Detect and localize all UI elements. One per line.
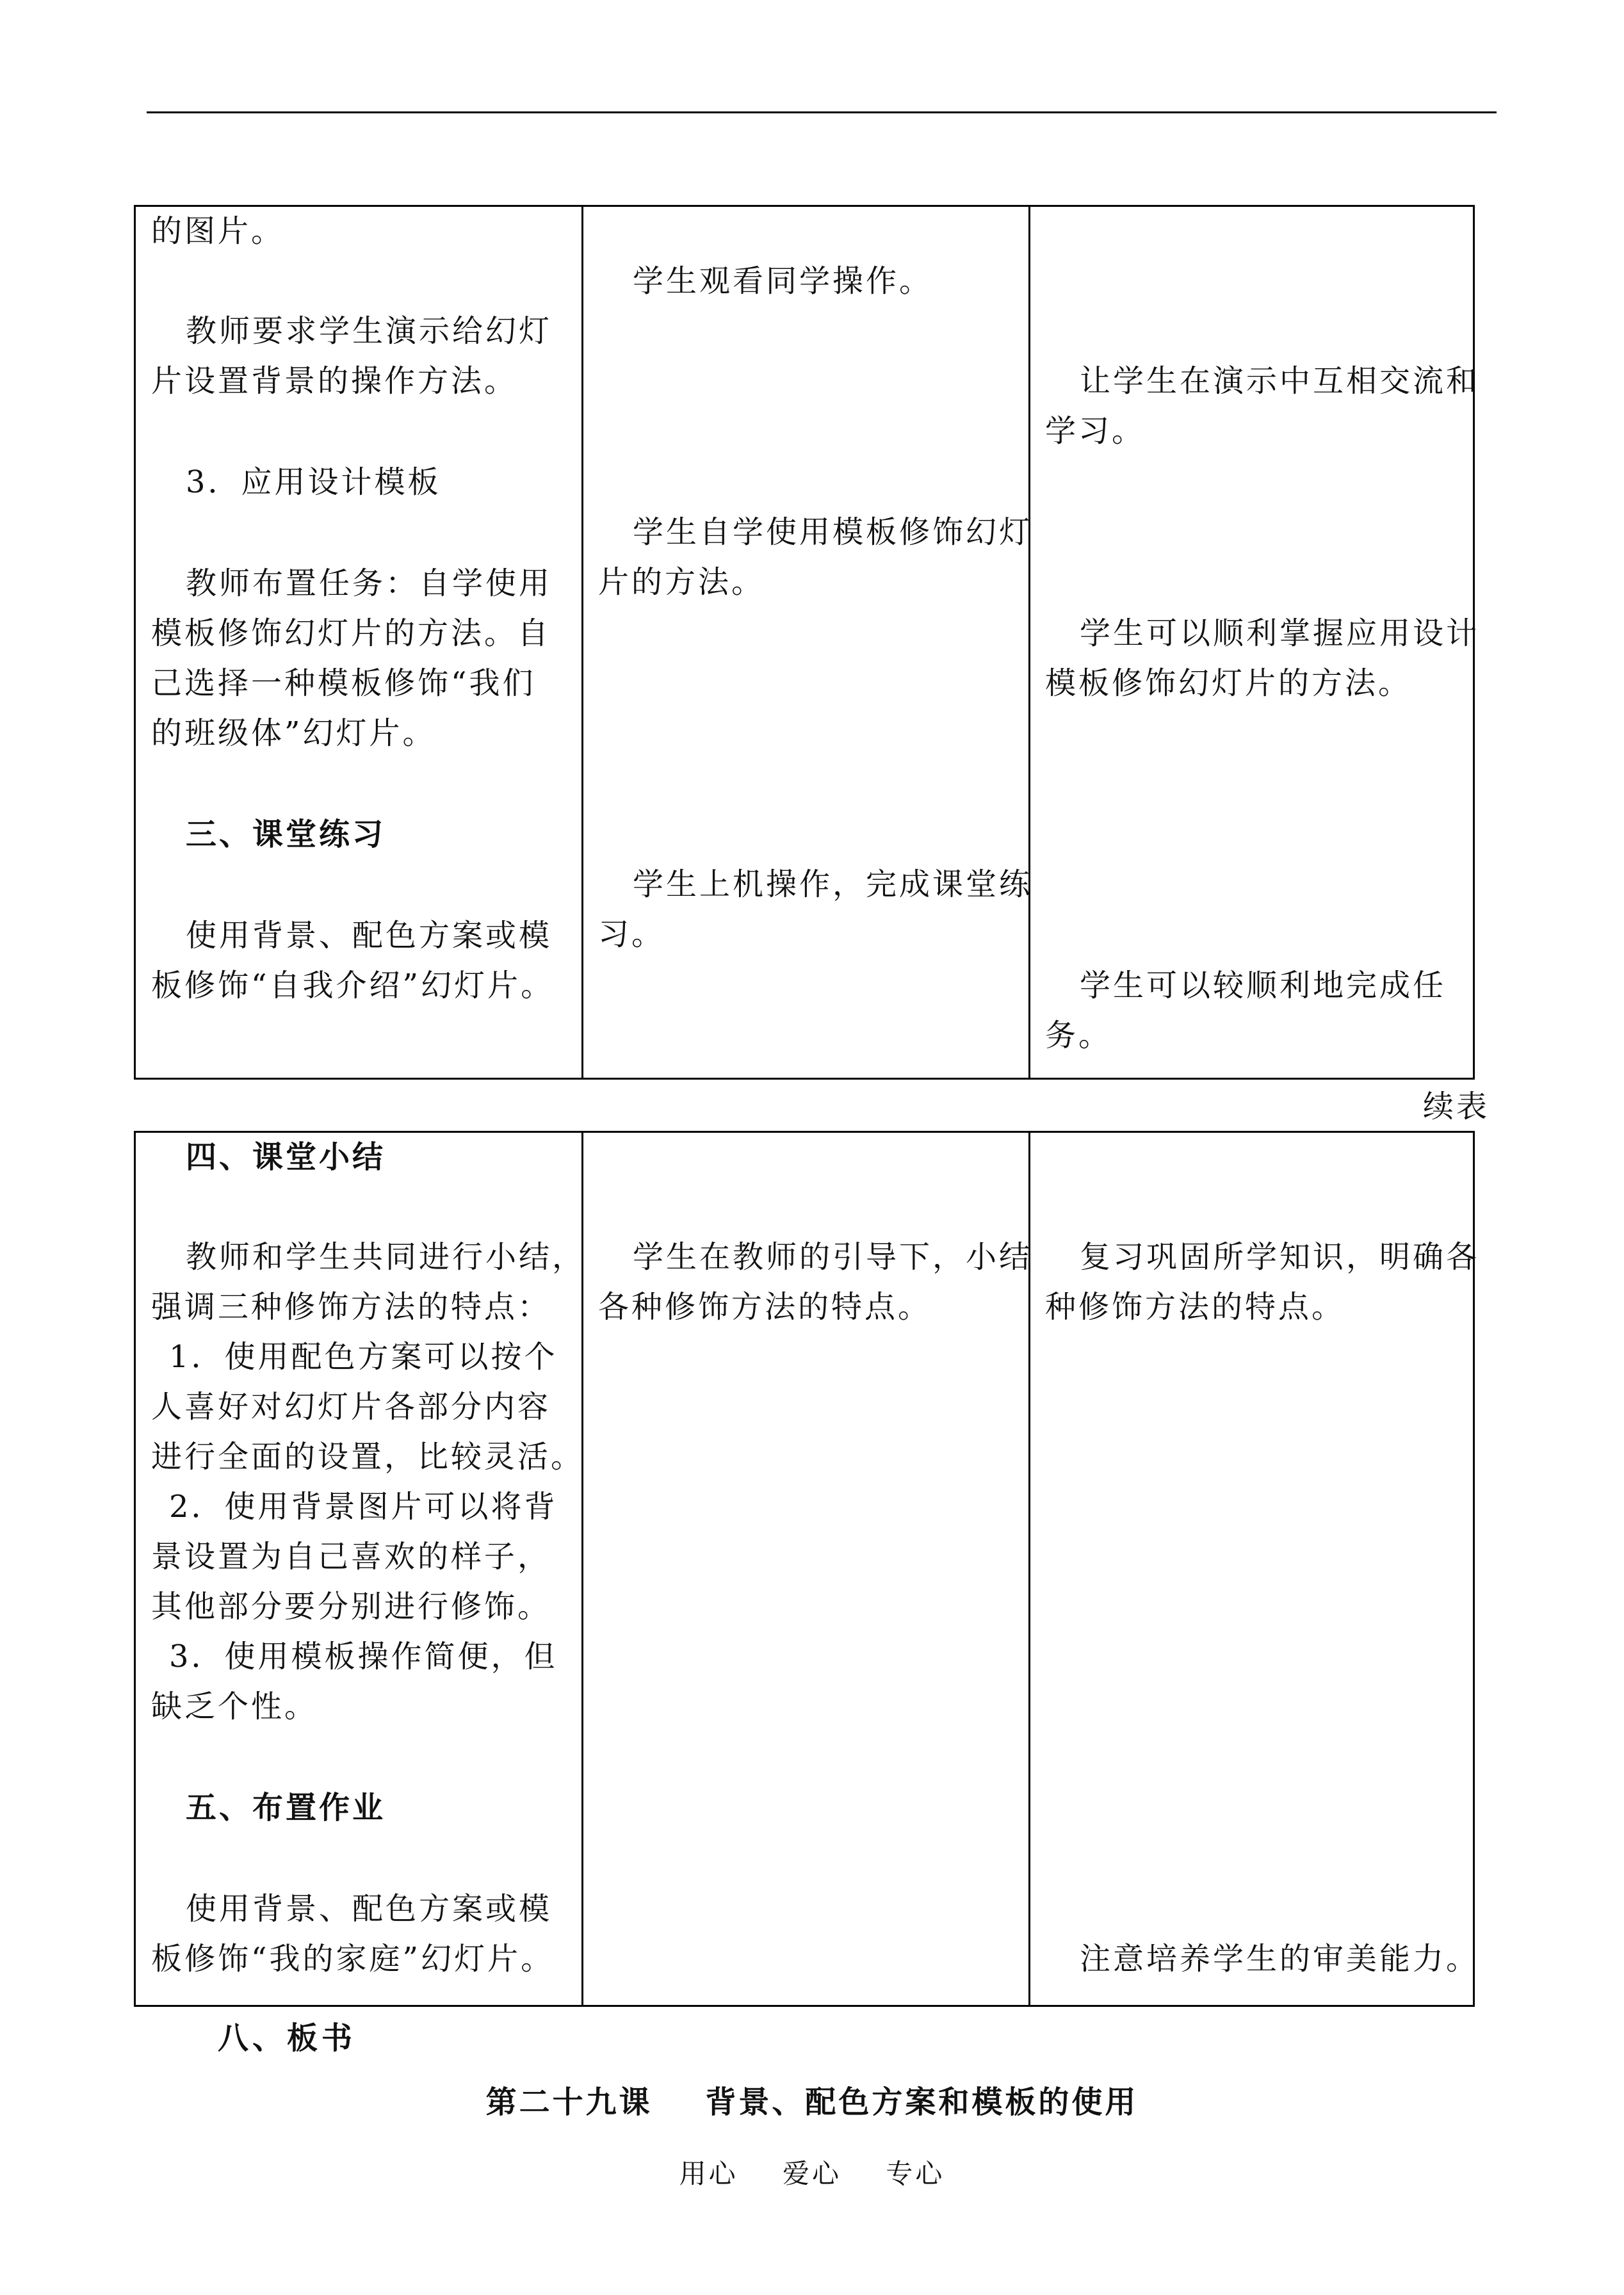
table-cell-line: 板修饰“我的家庭”幻灯片。: [151, 1941, 555, 1977]
table-cell-line: 人喜好对幻灯片各部分内容: [151, 1389, 551, 1425]
table-cell-line: 学生上机操作，完成课堂练: [633, 866, 1033, 902]
table-cell-line: 让学生在演示中互相交流和: [1080, 363, 1480, 399]
table-cell-line: 复习巩固所学知识，明确各: [1080, 1239, 1480, 1275]
table-cell-line: 己选择一种模板修饰“我们: [151, 665, 536, 701]
board-title: 第二十九课 背景、配色方案和模板的使用: [485, 2084, 1139, 2120]
table-cell-line: 3．使用模板操作简便，但: [169, 1639, 558, 1675]
table-cell-line: 的图片。: [151, 213, 285, 249]
header-rule: [147, 111, 1497, 113]
table-cell-line: 模板修饰幻灯片的方法。: [1045, 665, 1412, 701]
table-cell-line: 教师布置任务：自学使用: [186, 565, 553, 601]
table-cell-line: 1．使用配色方案可以按个: [169, 1339, 558, 1375]
table-cell-line: 3．应用设计模板: [186, 464, 441, 500]
table-cell-line: 注意培养学生的审美能力。: [1080, 1941, 1480, 1977]
table-cell-line: 学习。: [1045, 413, 1146, 449]
table-cell-line: 使用背景、配色方案或模: [186, 1891, 553, 1927]
table-cell-line: 学生可以较顺利地完成任: [1080, 968, 1447, 1003]
table-cell-line: 板修饰“自我介绍”幻灯片。: [151, 968, 555, 1003]
continued-table-label: 续表: [1422, 1089, 1490, 1124]
table-cell-line: 学生在教师的引导下，小结: [633, 1239, 1033, 1275]
table-cell-line: 其他部分要分别进行修饰。: [151, 1589, 551, 1625]
column-divider: [1028, 207, 1030, 1078]
table-cell-line: 务。: [1045, 1018, 1112, 1053]
section-heading: 五、布置作业: [186, 1790, 386, 1826]
page-footer: 用心 爱心 专心: [679, 2158, 945, 2189]
table-cell-line: 教师要求学生演示给幻灯: [186, 313, 553, 349]
lesson-table-part-1: [134, 205, 1480, 1080]
table-cell-line: 教师和学生共同进行小结，: [186, 1239, 586, 1275]
table-cell-line: 缺乏个性。: [151, 1689, 318, 1724]
table-cell-line: 景设置为自己喜欢的样子，: [151, 1539, 551, 1575]
lesson-table-part-2: [134, 1131, 1480, 2007]
table-cell-line: 使用背景、配色方案或模: [186, 918, 553, 953]
section-heading: 三、课堂练习: [186, 816, 386, 852]
table-cell-line: 学生自学使用模板修饰幻灯: [633, 514, 1033, 550]
table-cell-line: 强调三种修饰方法的特点：: [151, 1289, 551, 1325]
section-heading: 四、课堂小结: [186, 1139, 386, 1175]
table-cell-line: 各种修饰方法的特点。: [598, 1289, 932, 1325]
column-divider: [581, 207, 583, 1078]
table-cell-line: 的班级体”幻灯片。: [151, 715, 436, 751]
table-cell-line: 种修饰方法的特点。: [1045, 1289, 1345, 1325]
table-cell-line: 片设置背景的操作方法。: [151, 363, 518, 399]
section-heading-board: 八、板书: [218, 2020, 357, 2056]
table-cell-line: 2．使用背景图片可以将背: [169, 1489, 558, 1525]
table-cell-line: 学生可以顺利掌握应用设计: [1080, 615, 1480, 651]
table-cell-line: 习。: [598, 916, 665, 952]
table-cell-line: 片的方法。: [598, 564, 765, 600]
table-cell-line: 模板修饰幻灯片的方法。自: [151, 615, 551, 651]
table-cell-line: 进行全面的设置，比较灵活。: [151, 1439, 585, 1475]
table-cell-line: 学生观看同学操作。: [633, 263, 933, 299]
